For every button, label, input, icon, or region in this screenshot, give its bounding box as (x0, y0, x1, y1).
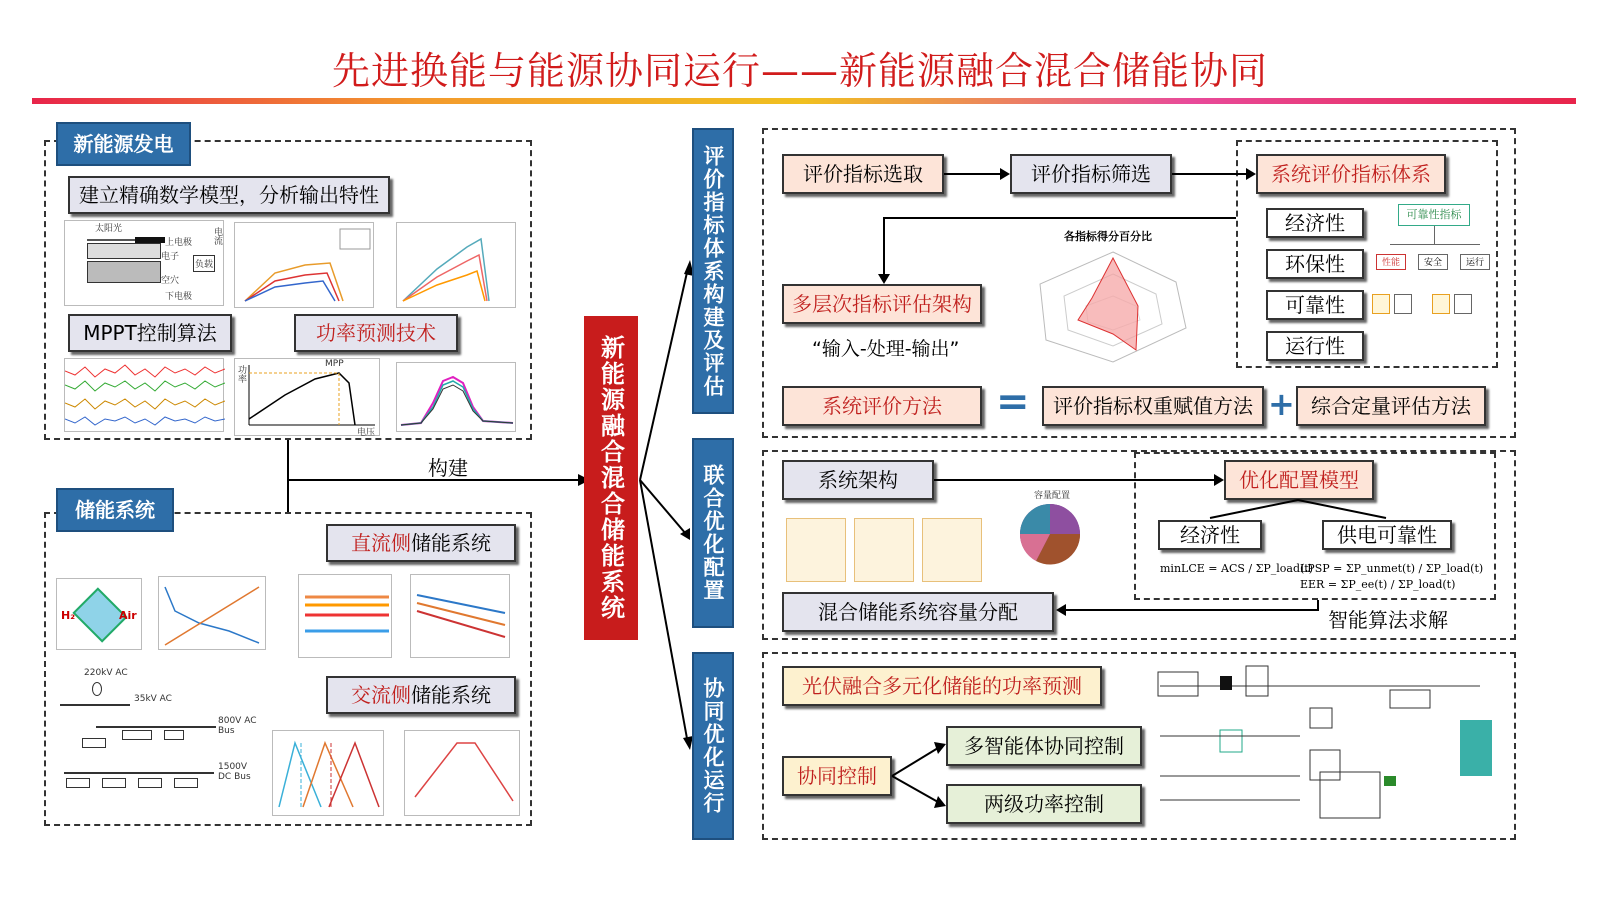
branch-joint (640, 480, 686, 534)
sim-block-9 (1384, 776, 1396, 786)
signal-1 (65, 365, 225, 377)
triangle-3 (329, 743, 379, 807)
build-label: 构建 (428, 456, 468, 480)
dcdc-box-2 (102, 778, 126, 788)
iv2-series-3 (403, 271, 485, 301)
branch-coop (640, 480, 688, 744)
branch-joint-arrow (680, 528, 690, 540)
dcdc-box-4 (174, 778, 198, 788)
tab-coop: 协同优化运行 (692, 652, 734, 840)
ac800-label: 800V AC Bus (218, 716, 257, 736)
tree-leaf-3 (1432, 294, 1450, 314)
dc2-line-1 (417, 595, 505, 613)
forecast-plot (396, 362, 516, 432)
iv-series-1 (245, 263, 343, 301)
coop-control-box: 协同控制 (782, 756, 892, 796)
formula-lpsp: LPSP = ΣP_unmet(t) / ΣP_load(t) (1300, 562, 1484, 575)
sunlight-label: 太阳光 (95, 224, 123, 234)
iv-curve-plot-2 (396, 222, 516, 308)
sim-block-10 (1460, 720, 1492, 776)
sim-block-2 (1220, 676, 1232, 690)
multi-level-box: 多层次指标评估架构 (782, 284, 982, 324)
reliability-tree (1370, 202, 1494, 362)
eval-item-reliability: 可靠性 (1266, 290, 1364, 320)
air-label: Air (119, 609, 137, 622)
tab-eval: 评价指标体系构建及评估 (692, 128, 734, 414)
signal-2 (65, 381, 225, 391)
coop-forecast-box: 光伏融合多元化储能的功率预测 (782, 666, 1102, 706)
dc-bus-plot-1 (298, 574, 392, 658)
iv-curves-2-svg (397, 223, 517, 309)
battery-svg (159, 577, 267, 651)
pie-slice-2 (1050, 504, 1080, 534)
sim-block-6 (1220, 730, 1242, 752)
electrode-bar (135, 237, 165, 243)
power-axis-label: 功率 (236, 365, 246, 383)
dcdc-box-3 (138, 778, 162, 788)
radar-title: 各指标得分百分比 (1064, 230, 1152, 243)
tree-leaf-1 (1372, 294, 1390, 314)
multi-agent-box: 多智能体协同控制 (946, 726, 1142, 766)
dc-bus-2-svg (411, 575, 511, 659)
mppt-signal-svg (65, 359, 225, 433)
tree-leaf-4 (1454, 294, 1472, 314)
signal-4 (65, 417, 225, 425)
radar-series (1078, 258, 1138, 350)
ac-trapezoid-plot (404, 730, 520, 816)
arch-thumbnail (782, 514, 986, 584)
ac-triangle-plot (272, 730, 384, 816)
main-system-label: 新能源融合混合储能系统 (584, 316, 638, 640)
arch-box: 系统架构 (782, 460, 934, 500)
acdc-box-2 (122, 730, 152, 740)
ac-label-black: 储能系统 (411, 683, 491, 707)
tree-node-operation: 运行 (1460, 254, 1490, 270)
forecast-box: 功率预测技术 (294, 314, 458, 352)
formula-lce: minLCE = ACS / ΣP_load(t) (1160, 562, 1314, 575)
ac-trapezoid-svg (405, 731, 521, 817)
eval-system-box: 系统评价指标体系 (1256, 154, 1446, 194)
dcdc-box-1 (66, 778, 90, 788)
pie-slice-5 (1020, 504, 1050, 534)
dc-storage-box (326, 524, 516, 562)
new-energy-tab: 新能源发电 (56, 122, 191, 166)
p-layer (87, 261, 161, 283)
joint-rel-box: 供电可靠性 (1322, 520, 1452, 550)
voltage-axis-label: 电压 (357, 428, 376, 438)
electron-label: 电子 (161, 252, 180, 262)
eval-item-operation: 运行性 (1266, 331, 1364, 361)
eval-select-box: 评价指标选取 (782, 154, 944, 194)
sim-block-5 (1390, 690, 1430, 708)
sim-block-7 (1310, 750, 1340, 780)
battery-soc-line (165, 587, 259, 645)
hole-label: 空穴 (161, 276, 180, 286)
arch-col-2 (854, 518, 914, 582)
signal-3 (65, 399, 225, 409)
eval-item-economy: 经济性 (1266, 208, 1364, 238)
bottom-electrode-label: 下电极 (165, 292, 193, 302)
acdc-box-1 (82, 738, 106, 748)
tree-line-h (1390, 244, 1480, 245)
dc-label-red: 直流侧 (351, 531, 411, 555)
iv-legend-1 (340, 229, 370, 249)
dc-label-black: 储能系统 (411, 531, 491, 555)
method-box: 系统评价方法 (782, 386, 982, 426)
forecast-series-3 (401, 385, 513, 425)
model-box: 建立精确数学模型，分析输出特性 (68, 176, 390, 214)
joint-econ-box: 经济性 (1158, 520, 1262, 550)
iv-curves-1-svg (235, 223, 375, 309)
arch-col-1 (786, 518, 846, 582)
bus-800v (96, 726, 216, 728)
ac-triangle-svg (273, 731, 385, 817)
tree-root: 可靠性指标 (1398, 204, 1470, 226)
eval-filter-box: 评价指标筛选 (1010, 154, 1172, 194)
ac35-label: 35kV AC (134, 694, 172, 704)
radar-chart (1000, 224, 1226, 376)
arch-col-3 (922, 518, 982, 582)
ac-label-red: 交流侧 (351, 683, 411, 707)
dc-bus-plot-2 (410, 574, 510, 658)
mppt-signal-plot (64, 358, 224, 432)
acdc-box-3 (164, 730, 184, 740)
io-label: “输入-处理-输出” (812, 338, 960, 360)
iv2-series-2 (403, 255, 487, 301)
battery-discharge-plot (158, 576, 266, 650)
h2-label: H₂ (61, 609, 76, 622)
equals-sign: = (996, 379, 1030, 425)
sim-block-3 (1246, 666, 1268, 696)
alloc-box: 混合储能系统容量分配 (782, 592, 1054, 632)
mppt-box: MPPT控制算法 (68, 314, 232, 352)
radar-svg (1000, 224, 1226, 376)
forecast-svg (397, 363, 517, 433)
top-electrode-label: 上电极 (165, 238, 193, 248)
capacity-pie (1006, 488, 1096, 580)
simulink-diagram (1150, 660, 1496, 832)
tree-node-safety: 安全 (1418, 254, 1448, 270)
triangle-2 (303, 743, 353, 807)
formula-eer: EER = ΣP_ee(t) / ΣP_load(t) (1300, 578, 1456, 591)
dc1500-label: 1500V DC Bus (218, 762, 251, 782)
dc-bus-1-svg (299, 575, 393, 659)
sim-block-4 (1310, 708, 1332, 728)
opt-model-box: 优化配置模型 (1224, 460, 1374, 500)
eval-item-environment: 环保性 (1266, 249, 1364, 279)
sim-block-8 (1320, 772, 1380, 818)
tree-node-performance: 性能 (1376, 254, 1406, 270)
storage-tab: 储能系统 (56, 488, 174, 532)
two-level-box: 两级功率控制 (946, 784, 1142, 824)
weight-box: 评价指标权重赋值方法 (1042, 386, 1264, 426)
iv-series-3 (245, 281, 335, 301)
branch-eval (640, 268, 688, 480)
mpp-curve-plot (234, 358, 380, 436)
bus-1500v (64, 772, 214, 774)
ac-storage-box (326, 676, 516, 714)
page-title: 先进换能与能源协同运行——新能源融合混合储能协同 (331, 49, 1268, 93)
title-divider (32, 98, 1576, 104)
mpp-label: MPP (325, 359, 344, 369)
simulink-svg (1150, 660, 1496, 832)
current-label: 电流 (212, 227, 222, 245)
sim-block-1 (1158, 672, 1198, 696)
ac220-label: 220kV AC (84, 668, 128, 678)
pie-svg (1006, 488, 1096, 580)
tab-joint: 联合优化配置 (692, 438, 734, 628)
plus-sign: + (1268, 385, 1295, 423)
tree-line-root (1434, 226, 1435, 244)
tree-leaf-2 (1394, 294, 1412, 314)
n-layer (87, 243, 161, 259)
bus-35kv (60, 704, 130, 706)
load-box: 负载 (193, 255, 215, 272)
transformer-symbol (92, 682, 102, 696)
trapezoid-line (415, 743, 513, 801)
iv-curve-plot-1 (234, 222, 374, 308)
pie-title: 容量配置 (1034, 491, 1071, 501)
algo-label: 智能算法求解 (1328, 608, 1448, 632)
quant-box: 综合定量评估方法 (1296, 386, 1486, 426)
single-line-diagram (56, 664, 262, 814)
fuel-cell-figure (56, 578, 142, 650)
pn-junction-figure (64, 220, 224, 306)
